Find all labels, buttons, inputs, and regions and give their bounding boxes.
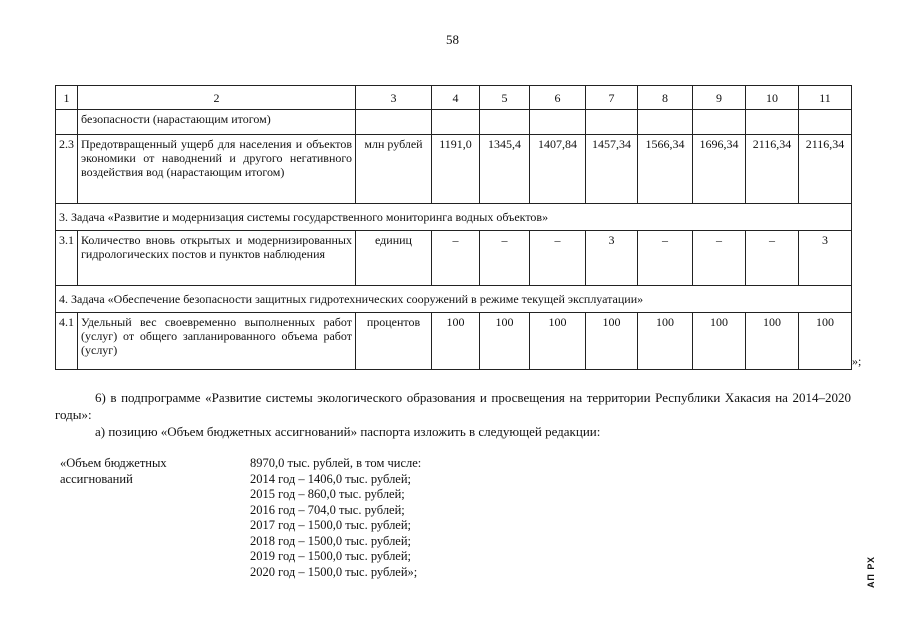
budget-label: «Объем бюджетных ассигнований xyxy=(60,456,167,486)
budget-lines xyxy=(250,456,421,580)
value-cell: 100 xyxy=(530,313,586,370)
side-mark: АП РХ xyxy=(866,555,876,588)
value-cell: 1457,34 xyxy=(586,135,638,204)
indicator-name: Количество вновь открытых и модернизированных гидрологических постов и пунктов наблюдения xyxy=(78,231,356,286)
table-row xyxy=(56,135,852,204)
value-cell: 1407,84 xyxy=(530,135,586,204)
table-cell xyxy=(56,110,78,135)
page-number: 58 xyxy=(446,32,459,47)
indicator-continuation: безопасности (нарастающим итогом) xyxy=(78,110,356,135)
indicators-table xyxy=(55,85,852,370)
table-cell xyxy=(530,110,586,135)
value-cell: 100 xyxy=(693,313,746,370)
budget-line: 2020 год – 1500,0 тыс. рублей»; xyxy=(250,564,418,579)
row-number: 2.3 xyxy=(56,135,78,204)
value-cell: – xyxy=(638,231,693,286)
budget-line: 2019 год – 1500,0 тыс. рублей; xyxy=(250,549,412,563)
value-cell: 2116,34 xyxy=(746,135,799,204)
value-cell: 100 xyxy=(586,313,638,370)
row-number: 3.1 xyxy=(56,231,78,286)
header-cell: 10 xyxy=(746,86,799,110)
header-cell: 11 xyxy=(799,86,852,110)
header-cell: 8 xyxy=(638,86,693,110)
row-number: 4.1 xyxy=(56,313,78,370)
value-cell: 100 xyxy=(638,313,693,370)
subprogram-paragraph: 6) в подпрограмме «Развитие системы экологического образования и просвещения на территории Республики Хакасия на 2014–2020 годы»: xyxy=(55,390,851,422)
value-cell: 2116,34 xyxy=(799,135,852,204)
header-cell: 1 xyxy=(56,86,78,110)
indicator-name: Предотвращенный ущерб для населения и объектов экономики от наводнений и другого негативного воздействия вод (нарастающим итогом) xyxy=(78,135,356,204)
section-title: 3. Задача «Развитие и модернизация системы государственного мониторинга водных объектов» xyxy=(56,204,852,231)
header-cell: 2 xyxy=(78,86,356,110)
budget-line: 2017 год – 1500,0 тыс. рублей; xyxy=(250,518,412,532)
header-cell: 4 xyxy=(432,86,480,110)
budget-line: 8970,0 тыс. рублей, в том числе: xyxy=(250,456,422,470)
value-cell: – xyxy=(432,231,480,286)
section-row xyxy=(56,286,852,313)
value-cell: 1696,34 xyxy=(693,135,746,204)
section-title: 4. Задача «Обеспечение безопасности защитных гидротехнических сооружений в режиме текущей эксплуатации» xyxy=(56,286,852,313)
value-cell: 3 xyxy=(586,231,638,286)
value-cell: – xyxy=(530,231,586,286)
value-cell: 100 xyxy=(480,313,530,370)
value-cell: 1566,34 xyxy=(638,135,693,204)
table-cell xyxy=(638,110,693,135)
value-cell: 1345,4 xyxy=(480,135,530,204)
unit-cell: единиц xyxy=(356,231,432,286)
table-cell xyxy=(356,110,432,135)
header-cell: 6 xyxy=(530,86,586,110)
unit-cell: млн рублей xyxy=(356,135,432,204)
table-cell xyxy=(746,110,799,135)
indicator-name: Удельный вес своевременно выполненных работ (услуг) от общего запланированного объема работ (услуг) xyxy=(78,313,356,370)
budget-line: 2016 год – 704,0 тыс. рублей; xyxy=(250,502,405,517)
header-cell: 3 xyxy=(356,86,432,110)
table-header-row xyxy=(56,86,852,110)
table-cell xyxy=(432,110,480,135)
table-cell xyxy=(799,110,852,135)
header-cell: 7 xyxy=(586,86,638,110)
table-cell xyxy=(480,110,530,135)
table-cell xyxy=(586,110,638,135)
value-cell: 3 xyxy=(799,231,852,286)
value-cell: 1191,0 xyxy=(432,135,480,204)
value-cell: 100 xyxy=(432,313,480,370)
value-cell: – xyxy=(693,231,746,286)
budget-line: 2018 год – 1500,0 тыс. рублей; xyxy=(250,533,412,548)
table-row xyxy=(56,313,852,370)
amendment-paragraph: а) позицию «Объем бюджетных ассигнований» паспорта изложить в следующей редакции: xyxy=(95,424,601,439)
section-row xyxy=(56,204,852,231)
budget-line: 2015 год – 860,0 тыс. рублей; xyxy=(250,487,405,501)
table-row xyxy=(56,231,852,286)
header-cell: 9 xyxy=(693,86,746,110)
closing-quote: »; xyxy=(852,354,862,368)
value-cell: – xyxy=(480,231,530,286)
table-row xyxy=(56,110,852,135)
value-cell: 100 xyxy=(746,313,799,370)
value-cell: – xyxy=(746,231,799,286)
unit-cell: процентов xyxy=(356,313,432,370)
header-cell: 5 xyxy=(480,86,530,110)
value-cell: 100 xyxy=(799,313,852,370)
table-cell xyxy=(693,110,746,135)
budget-line: 2014 год – 1406,0 тыс. рублей; xyxy=(250,471,412,486)
